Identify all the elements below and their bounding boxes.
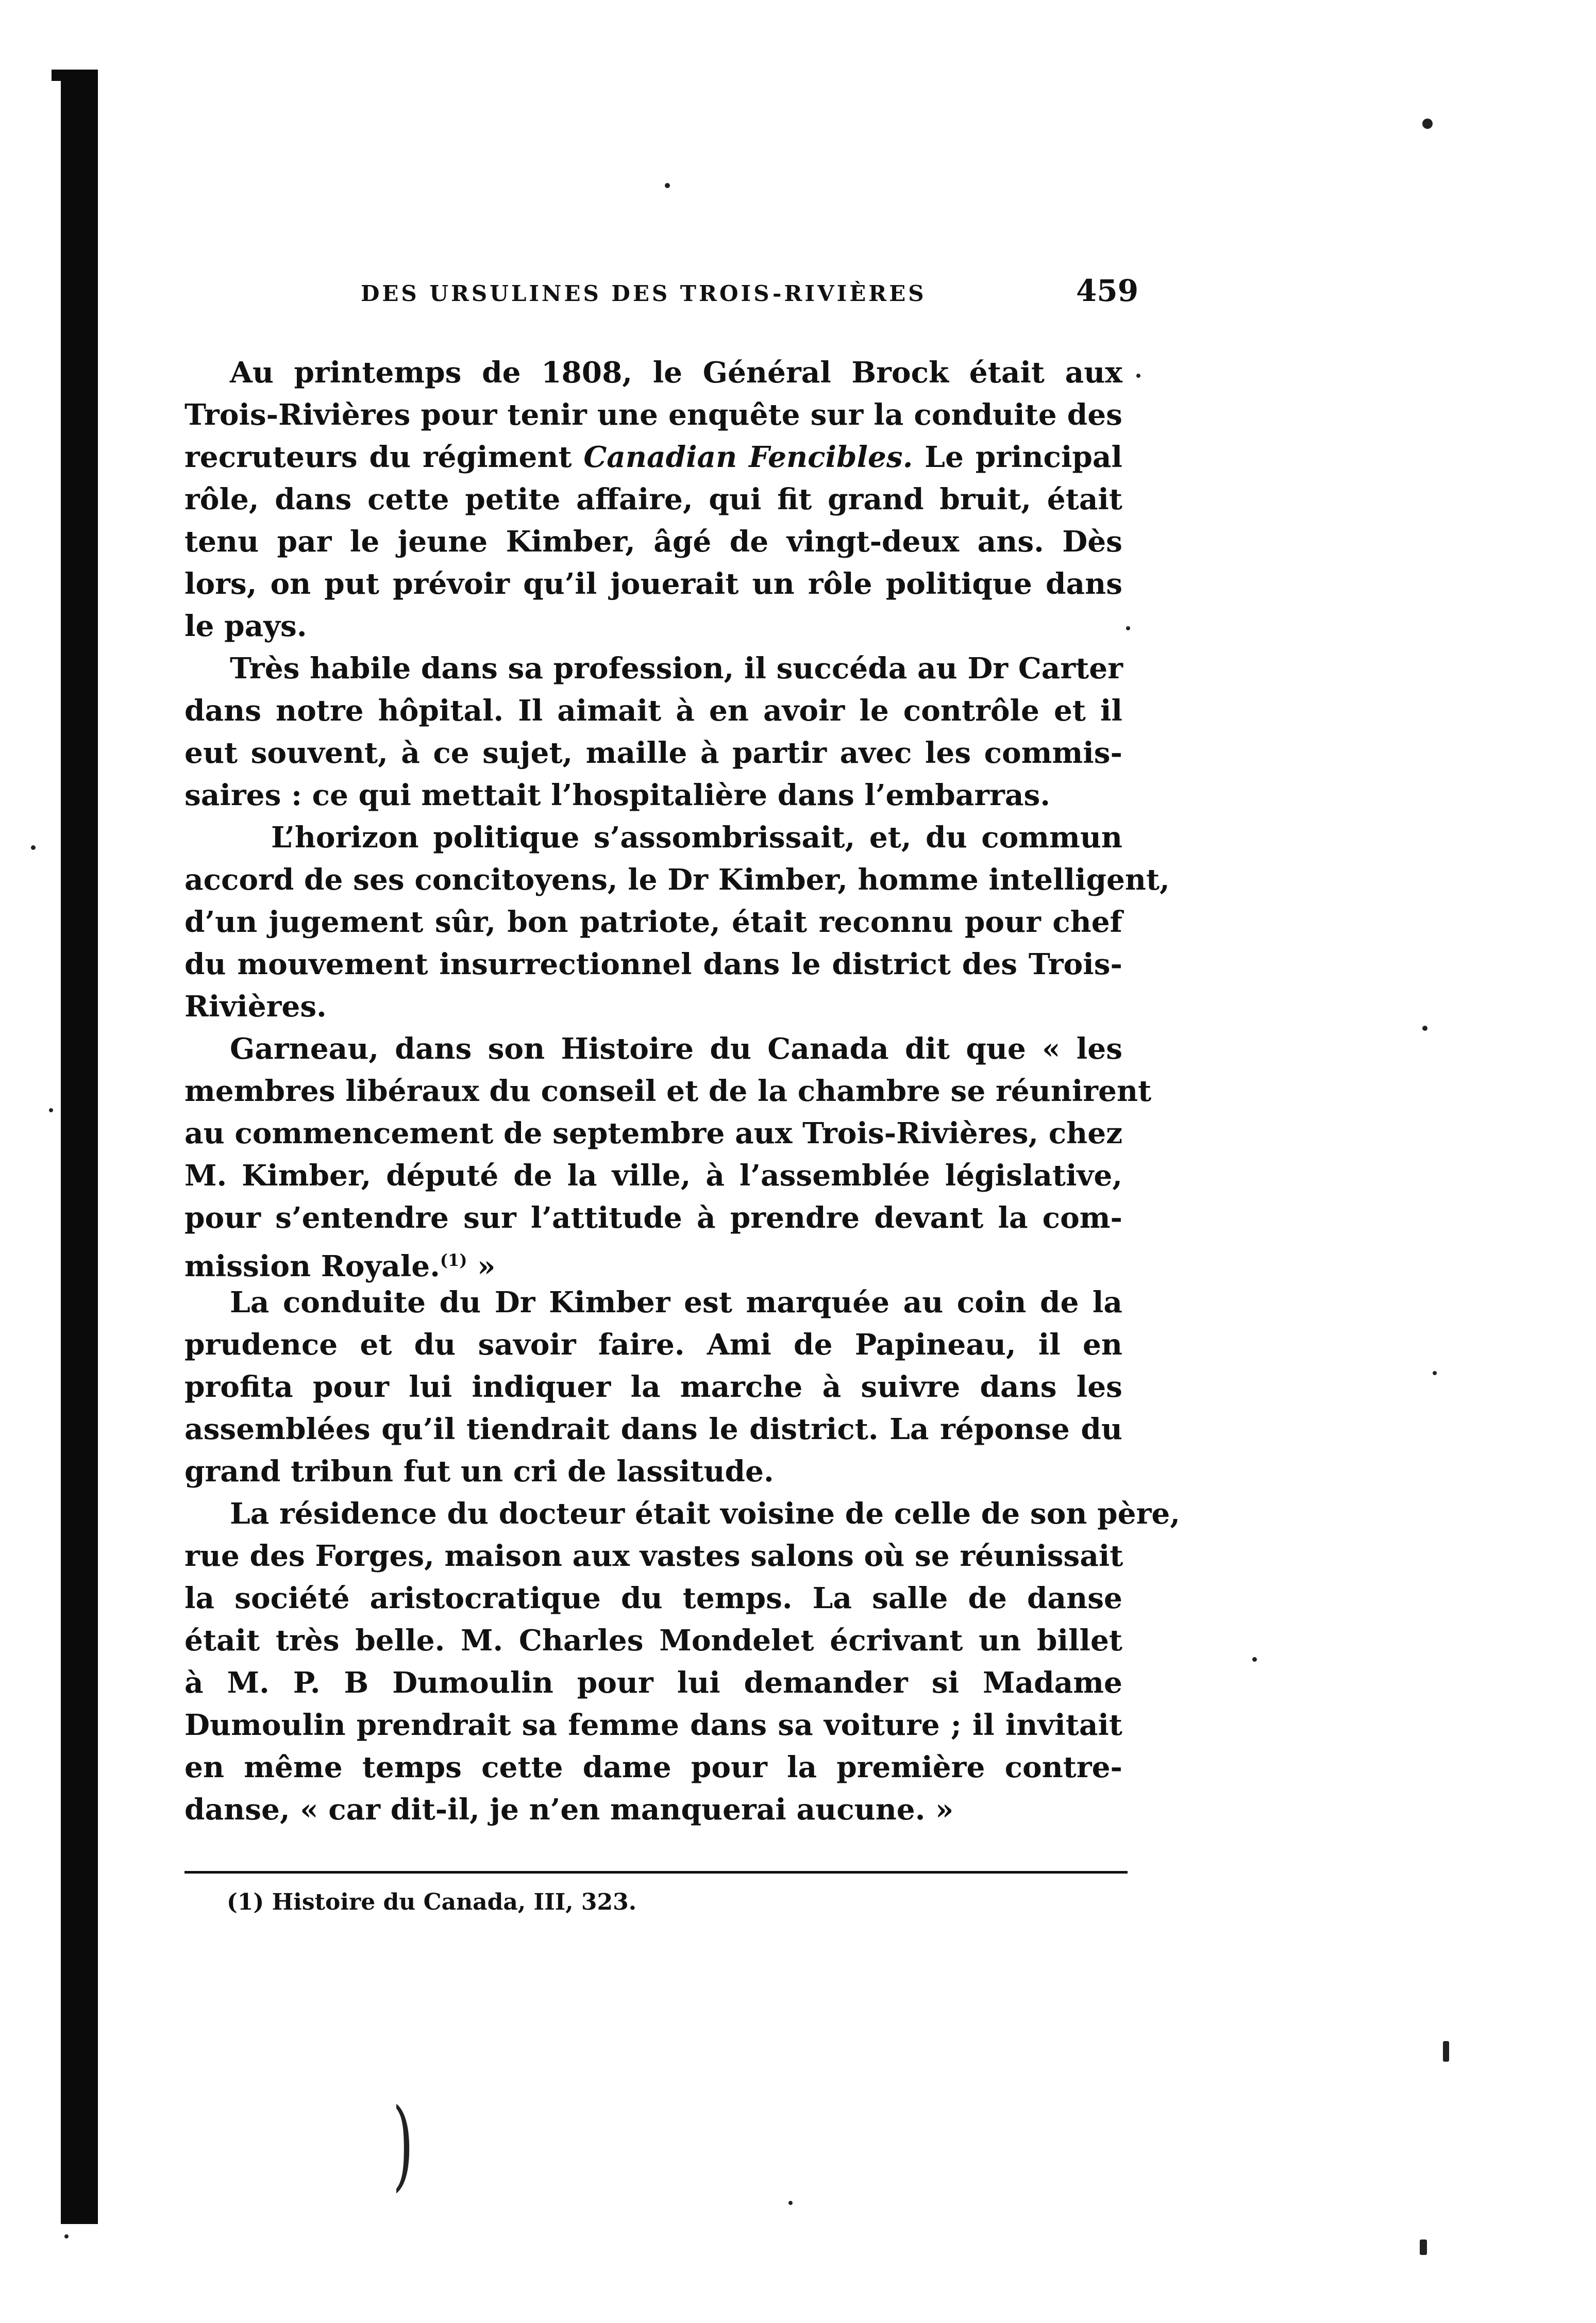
scan-speck (64, 2234, 69, 2238)
text-line: accord de ses concitoyens, le Dr Kimber, homme intelligent, (184, 863, 1170, 897)
scan-speck (1422, 119, 1433, 129)
text-line: rue des Forges, maison aux vastes salons où se réunissait (184, 1539, 1123, 1573)
footnote-reference: (1) (440, 1250, 467, 1270)
scan-binding-edge (61, 70, 98, 2224)
text-line: Rivières. (184, 990, 327, 1024)
text-line: danse, « car dit-il, je n’en manquerai aucune. » (184, 1793, 954, 1827)
text-line: Au printemps de 1808, le Général Brock était aux (230, 356, 1122, 390)
scan-speck (1422, 1026, 1427, 1031)
text-line: lors, on put prévoir qu’il jouerait un rôle politique dans (184, 567, 1122, 601)
scan-speck (31, 845, 36, 850)
page-number: 459 (1076, 273, 1139, 308)
text-line: en même temps cette dame pour la première contre- (184, 1750, 1122, 1784)
scan-speck (49, 1108, 53, 1112)
text-line: La résidence du docteur était voisine de celle de son père, (230, 1497, 1181, 1531)
text-line: membres libéraux du conseil et de la chambre se réunirent (184, 1074, 1152, 1108)
scan-speck (1420, 2240, 1427, 2255)
text-line: L’horizon politique s’assombrissait, et, du commun (271, 821, 1122, 855)
text-line: à M. P. B Dumoulin pour lui demander si Madame (184, 1666, 1122, 1700)
scan-mark: ) (392, 2087, 414, 2201)
text-line: prudence et du savoir faire. Ami de Papineau, il en (184, 1328, 1122, 1362)
text-segment: recruteurs du régiment (184, 440, 584, 474)
scan-speck (1126, 626, 1130, 630)
text-line: assemblées qu’il tiendrait dans le district. La réponse du (184, 1412, 1122, 1446)
text-line: Très habile dans sa profession, il succéda au Dr Carter (230, 651, 1123, 686)
footnote-divider (184, 1871, 1128, 1874)
scan-speck (665, 183, 670, 188)
italic-phrase: Canadian Fencibles. (583, 440, 913, 474)
scan-speck (1252, 1657, 1257, 1662)
scan-speck (1136, 374, 1140, 378)
scan-speck (1443, 2041, 1449, 2062)
running-head: DES URSULINES DES TROIS-RIVIÈRES (361, 281, 927, 306)
text-line: eut souvent, à ce sujet, maille à partir avec les commis- (184, 736, 1122, 770)
text-line: saires : ce qui mettait l’hospitalière dans l’embarras. (184, 778, 1051, 812)
text-line: tenu par le jeune Kimber, âgé de vingt-deux ans. Dès (184, 525, 1122, 559)
text-line: Dumoulin prendrait sa femme dans sa voiture ; il invitait (184, 1708, 1122, 1742)
text-line: Trois-Rivières pour tenir une enquête sur la conduite des (184, 398, 1122, 432)
text-line: Garneau, dans son Histoire du Canada dit que « les (230, 1032, 1122, 1066)
footnote: (1) Histoire du Canada, III, 323. (227, 1889, 637, 1915)
text-line: dans notre hôpital. Il aimait à en avoir le contrôle et il (184, 694, 1122, 728)
text-line: profita pour lui indiquer la marche à suivre dans les (184, 1370, 1122, 1404)
body-text (184, 352, 1181, 1831)
text-line: au commencement de septembre aux Trois-Rivières, chez (184, 1116, 1123, 1150)
text-line: était très belle. M. Charles Mondelet écrivant un billet (184, 1624, 1122, 1658)
closing-quote: » (477, 1249, 496, 1283)
text-segment: mission Royale. (184, 1249, 440, 1283)
text-segment: Le principal (913, 440, 1122, 474)
text-line: La conduite du Dr Kimber est marquée au coin de la (230, 1285, 1122, 1319)
text-line: le pays. (184, 609, 307, 643)
text-line: d’un jugement sûr, bon patriote, était reconnu pour chef (184, 905, 1122, 939)
text-line: pour s’entendre sur l’attitude à prendre devant la com- (184, 1201, 1122, 1235)
text-line: du mouvement insurrectionnel dans le district des Trois- (184, 947, 1122, 981)
scan-speck (788, 2201, 793, 2205)
text-line-with-italic (184, 436, 1122, 478)
text-line: M. Kimber, député de la ville, à l’assemblée législative, (184, 1159, 1122, 1193)
text-line: grand tribun fut un cri de lassitude. (184, 1455, 774, 1489)
text-line: la société aristocratique du temps. La salle de danse (184, 1581, 1122, 1615)
scan-speck (1433, 1371, 1437, 1375)
text-line-with-footnote (184, 1239, 1122, 1281)
text-line: rôle, dans cette petite affaire, qui fit grand bruit, était (184, 482, 1122, 516)
